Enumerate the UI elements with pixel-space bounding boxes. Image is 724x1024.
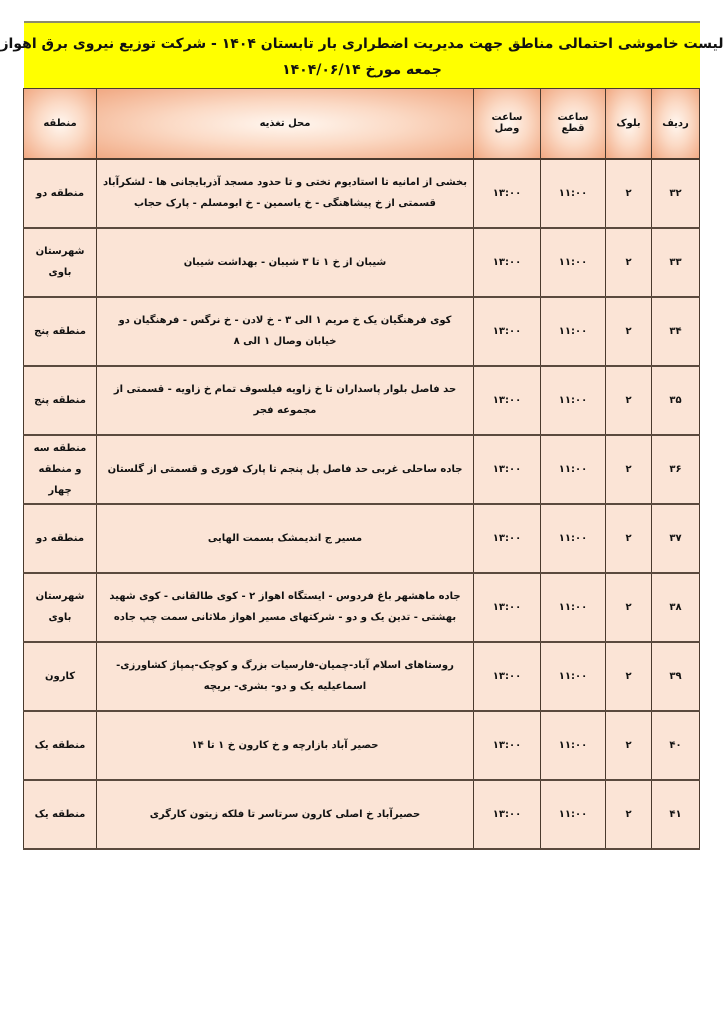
cell-location: کوی فرهنگیان یک خ مریم ۱ الی ۳ - خ لادن - خ نرگس - فرهنگیان دو خیابان وصال ۱ الی ۸ — [97, 297, 474, 366]
cell-off-time: ۱۱:۰۰ — [541, 159, 606, 228]
cell-row-no: ۳۳ — [652, 228, 700, 297]
cell-region: منطقه دو — [24, 504, 97, 573]
cell-on-time: ۱۳:۰۰ — [474, 366, 541, 435]
cell-off-time: ۱۱:۰۰ — [541, 711, 606, 780]
cell-on-time: ۱۳:۰۰ — [474, 642, 541, 711]
title-band — [0, 21, 724, 88]
header-region: منطقه — [24, 89, 97, 159]
cell-block: ۲ — [606, 711, 652, 780]
cell-on-time: ۱۳:۰۰ — [474, 573, 541, 642]
cell-location: مسیر ج اندیمشک بسمت الهایی — [97, 504, 474, 573]
cell-block: ۲ — [606, 642, 652, 711]
cell-off-time: ۱۱:۰۰ — [541, 366, 606, 435]
cell-on-time: ۱۳:۰۰ — [474, 780, 541, 849]
table-row — [24, 780, 700, 849]
table-row — [24, 159, 700, 228]
cell-on-time: ۱۳:۰۰ — [474, 297, 541, 366]
table-row — [24, 297, 700, 366]
cell-block: ۲ — [606, 159, 652, 228]
cell-row-no: ۴۱ — [652, 780, 700, 849]
cell-region: منطقه یک — [24, 780, 97, 849]
cell-off-time: ۱۱:۰۰ — [541, 504, 606, 573]
header-location: محل تغذیه — [97, 89, 474, 159]
outage-table — [23, 88, 700, 850]
cell-location: روستاهای اسلام آباد-چمیان-فارسیات بزرگ و کوچک-پمپاژ کشاورزی- اسماعیلیه یک و دو- بشری- بریچه — [97, 642, 474, 711]
cell-location: جاده ساحلی غربی حد فاصل پل پنجم تا پارک فوری و قسمتی از گلستان — [97, 435, 474, 504]
table-row — [24, 573, 700, 642]
header-on-time: ساعت وصل — [474, 89, 541, 159]
cell-off-time: ۱۱:۰۰ — [541, 297, 606, 366]
cell-on-time: ۱۳:۰۰ — [474, 435, 541, 504]
cell-region: کارون — [24, 642, 97, 711]
cell-row-no: ۴۰ — [652, 711, 700, 780]
cell-location: جاده ماهشهر باغ فردوس - ایستگاه اهواز ۲ - کوی طالقانی - کوی شهید بهشتی - تدین یک و دو - شرکتهای مسیر اهواز ملاثانی سمت چپ جاده — [97, 573, 474, 642]
header-row-no: ردیف — [652, 89, 700, 159]
cell-region: منطقه پنج — [24, 297, 97, 366]
cell-off-time: ۱۱:۰۰ — [541, 573, 606, 642]
cell-block: ۲ — [606, 573, 652, 642]
table-row — [24, 504, 700, 573]
cell-on-time: ۱۳:۰۰ — [474, 159, 541, 228]
cell-row-no: ۳۶ — [652, 435, 700, 504]
cell-off-time: ۱۱:۰۰ — [541, 228, 606, 297]
cell-row-no: ۳۷ — [652, 504, 700, 573]
cell-block: ۲ — [606, 366, 652, 435]
cell-block: ۲ — [606, 228, 652, 297]
cell-row-no: ۳۸ — [652, 573, 700, 642]
table-row — [24, 711, 700, 780]
cell-row-no: ۳۲ — [652, 159, 700, 228]
cell-region: شهرستان باوی — [24, 573, 97, 642]
table-row — [24, 642, 700, 711]
cell-region: منطقه یک — [24, 711, 97, 780]
cell-on-time: ۱۳:۰۰ — [474, 504, 541, 573]
cell-location: حد فاصل بلوار پاسداران تا خ زاویه فیلسوف تمام خ زاویه - قسمتی از مجموعه فجر — [97, 366, 474, 435]
document-date: جمعه مورخ ۱۴۰۴/۰۶/۱۴ — [282, 61, 442, 78]
cell-row-no: ۳۵ — [652, 366, 700, 435]
header-block: بلوک — [606, 89, 652, 159]
cell-off-time: ۱۱:۰۰ — [541, 435, 606, 504]
cell-region: شهرستان باوی — [24, 228, 97, 297]
table-row — [24, 435, 700, 504]
table-row — [24, 228, 700, 297]
cell-region: منطقه سه و منطقه چهار — [24, 435, 97, 504]
cell-location: حصیرآباد خ اصلی کارون سرتاسر تا فلکه زیتون کارگری — [97, 780, 474, 849]
table-header-row — [24, 89, 700, 159]
cell-region: منطقه دو — [24, 159, 97, 228]
cell-row-no: ۳۴ — [652, 297, 700, 366]
cell-block: ۲ — [606, 780, 652, 849]
cell-region: منطقه پنج — [24, 366, 97, 435]
cell-on-time: ۱۳:۰۰ — [474, 228, 541, 297]
cell-row-no: ۳۹ — [652, 642, 700, 711]
cell-off-time: ۱۱:۰۰ — [541, 780, 606, 849]
table-row — [24, 366, 700, 435]
cell-location: حصیر آباد بازارچه و خ کارون خ ۱ تا ۱۴ — [97, 711, 474, 780]
cell-block: ۲ — [606, 504, 652, 573]
cell-off-time: ۱۱:۰۰ — [541, 642, 606, 711]
header-off-time: ساعت قطع — [541, 89, 606, 159]
document-title: لیست خاموشی احتمالی مناطق جهت مدیریت اضطراری بار تابستان ۱۴۰۴ - شرکت توزیع نیروی برق اهواز — [0, 35, 724, 52]
cell-location: شیبان از خ ۱ تا ۳ شیبان - بهداشت شیبان — [97, 228, 474, 297]
outage-schedule-sheet — [0, 21, 724, 850]
cell-on-time: ۱۳:۰۰ — [474, 711, 541, 780]
cell-block: ۲ — [606, 297, 652, 366]
cell-block: ۲ — [606, 435, 652, 504]
cell-location: بخشی از امانیه تا استادیوم تختی و تا حدود مسجد آذربایجانی ها - لشکرآباد قسمتی از خ پیشاهنگی - خ یاسمین - خ ابومسلم - پارک حجاب — [97, 159, 474, 228]
